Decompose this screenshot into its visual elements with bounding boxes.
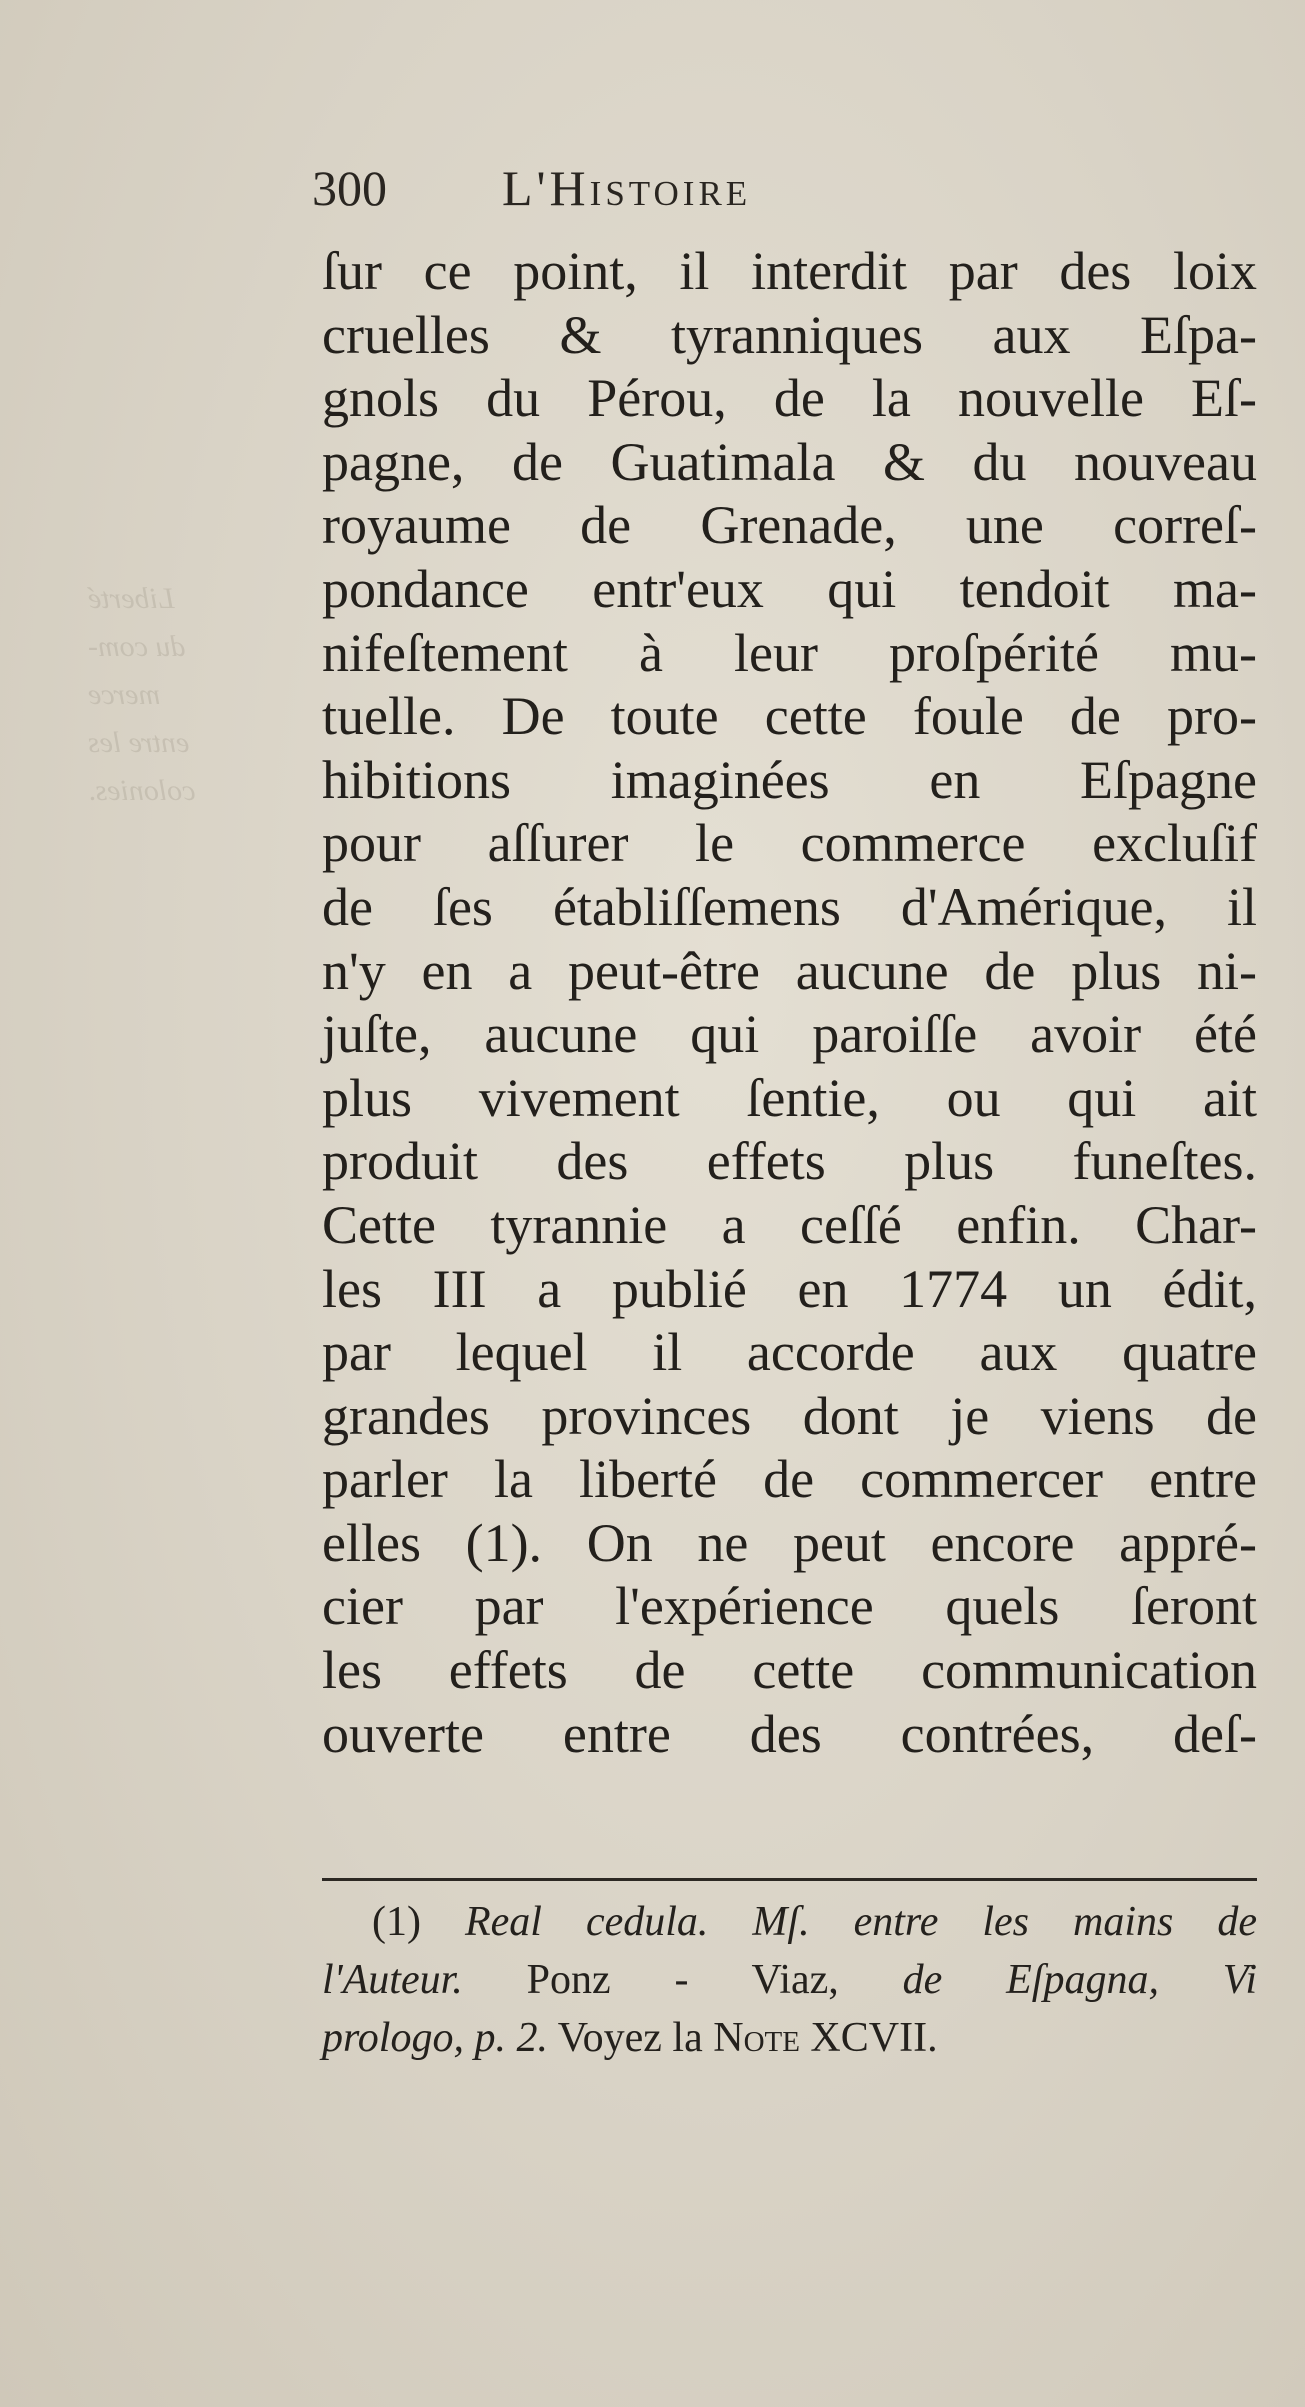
- footnote-marker: (1): [372, 1899, 421, 1945]
- footnote: [322, 1893, 1257, 2067]
- text-line: plus vivement ſentie, ou qui ait: [322, 1067, 1257, 1128]
- text-line: royaume de Grenade, une correſ-: [322, 495, 1257, 556]
- text-line: par lequel il accorde aux quatre: [322, 1322, 1257, 1383]
- footnote-text: Voyez la: [557, 2015, 703, 2061]
- bleed-through-marginal-note: [88, 575, 308, 815]
- text-line: hibitions imaginées en Eſpagne: [322, 749, 1257, 810]
- text-line: cruelles & tyranniques aux Eſpa-: [322, 304, 1257, 365]
- footnote-text: l'Auteur.: [322, 1957, 463, 2003]
- bleed-line: merce: [88, 678, 161, 711]
- footnote-text: de Eſpagna, Vi: [902, 1957, 1257, 2003]
- footnote-line: [322, 1893, 1257, 1951]
- text-line: les effets de cette communication: [322, 1640, 1257, 1701]
- page-number: 300: [312, 160, 387, 216]
- text-line: de ſes établiſſemens d'Amérique, il: [322, 876, 1257, 937]
- footnote-note-ref: Note XCVII.: [713, 2015, 938, 2061]
- text-line: grandes provinces dont je viens de: [322, 1385, 1257, 1446]
- bleed-line: Liberté: [88, 582, 175, 615]
- footnote-text: Real cedula. Mſ. entre les mains de: [465, 1899, 1258, 1945]
- text-line: Cette tyrannie a ceſſé enfin. Char-: [322, 1194, 1257, 1255]
- text-line: cier par l'expérience quels ſeront: [322, 1576, 1257, 1637]
- footnote-line: [322, 1951, 1257, 2009]
- text-line: parler la liberté de commercer entre: [322, 1449, 1257, 1510]
- text-line: n'y en a peut-être aucune de plus ni-: [322, 940, 1257, 1001]
- page-header: [312, 158, 1212, 218]
- text-line: gnols du Pérou, de la nouvelle Eſ-: [322, 368, 1257, 429]
- text-line: elles (1). On ne peut encore appré-: [322, 1512, 1257, 1573]
- text-line: juſte, aucune qui paroiſſe avoir été: [322, 1004, 1257, 1065]
- bleed-line: colonies.: [88, 774, 196, 807]
- text-line: pour aſſurer le commerce excluſif: [322, 813, 1257, 874]
- body-text: [322, 240, 1257, 1766]
- text-line: ouverte entre des contrées, deſ-: [322, 1703, 1257, 1764]
- footnote-line: [322, 2009, 1257, 2067]
- text-line: tuelle. De toute cette foule de pro-: [322, 686, 1257, 747]
- footnote-text: Ponz - Viaz,: [526, 1957, 839, 2003]
- text-line: ſur ce point, il interdit par des loix: [322, 241, 1257, 301]
- text-line: les III a publié en 1774 un édit,: [322, 1258, 1257, 1319]
- text-line: pagne, de Guatimala & du nouveau: [322, 431, 1257, 492]
- running-head: L'Histoire: [502, 160, 752, 216]
- text-line: pondance entr'eux qui tendoit ma-: [322, 558, 1257, 619]
- footnote-text: prologo, p. 2.: [322, 2015, 548, 2061]
- text-line: nifeſtement à leur proſpérité mu-: [322, 622, 1257, 683]
- text-line: produit des effets plus funeſtes.: [322, 1131, 1257, 1192]
- bleed-line: entre les: [88, 726, 190, 759]
- bleed-line: du com-: [88, 630, 186, 663]
- footnote-rule: [322, 1878, 1257, 1881]
